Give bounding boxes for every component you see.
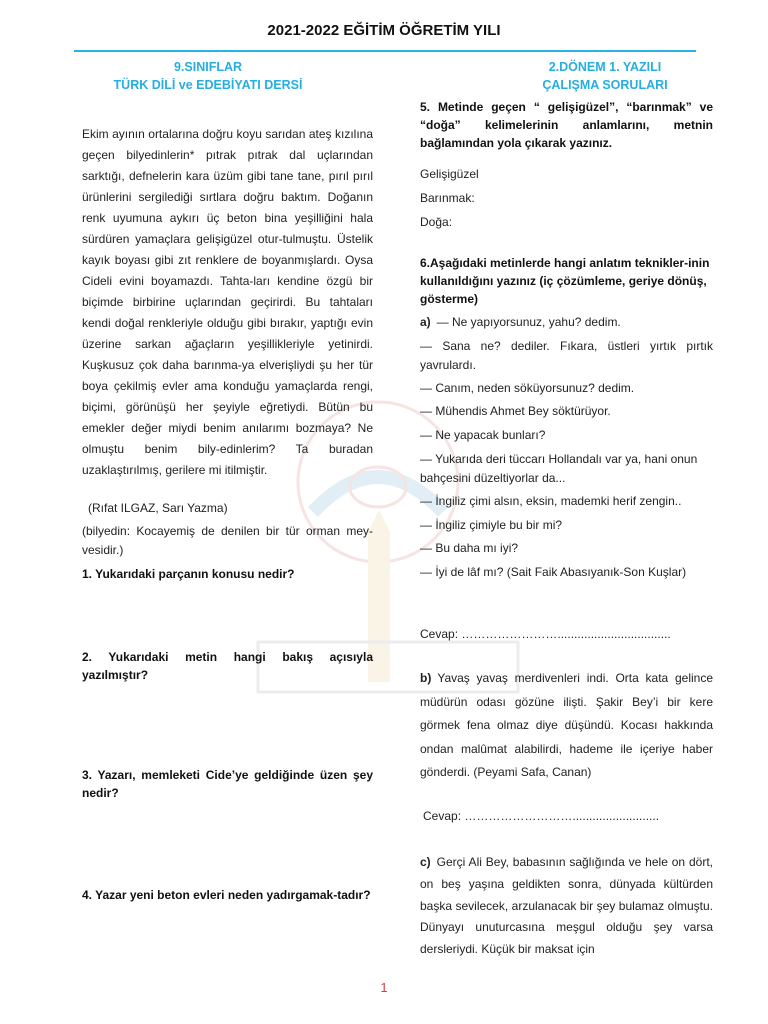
passage-footnote: (bilyedin: Kocayemiş de denilen bir tür orman mey-vesidir.) bbox=[82, 524, 373, 557]
course-label: TÜRK DİLİ ve EDEBİYATI DERSİ bbox=[113, 78, 303, 92]
question-6: 6.Aşağıdaki metinlerde hangi anlatım teknikler-inin kullanıldığını yazınız (iç çözümleme, geriye dönüş, gösterme) bbox=[420, 256, 710, 306]
reading-passage: Ekim ayının ortalarına doğru koyu sarıdan ateş kızılına geçen bilyedinlerin* pıtrak pıtrak dal uçlarından sarktığı, defnelerin kara üzüm gibi tane tane, pırıl pırıl ürünlerini sergilediği sırtlara doğru baktım. Doğanın renk uyumuna aykırı üç beton bina yeşilliğini hala sürdüren yamaçlara gelişigüzel otur-tulmuştu. Üstelik kayık boyası gibi zıt renklere de boyanmışlardı. Oysa Cideli evini boyamazdı. Tahta-ları kendine özgü bir biçimde birbirine uçlarından geçirirdi. Bu tahtaları kendi doğal renkleriyle olduğu gibi bırakır, yaptığı evin üzerine sarkan ağaçların yeşillikleriyle yetinirdi. Kuşkusuz çok daha barınma-ya elverişliydi şu her tür boya çekilmiş evler ama konduğu yamaçlarda rengi, biçimi, görünüşü her şeyiyle eğretiydi. Bütün bu emekler değer miydi benim anılarımı bozmaya? Ne olmuştu benim bily-edinlerim? Ta buradan uzaklaştırılmış, gerilere mi itilmiştir. bbox=[82, 127, 373, 477]
question-4: 4. Yazar yeni beton evleri neden yadırgamak-tadır? bbox=[82, 888, 371, 902]
left-header bbox=[74, 58, 342, 94]
right-header bbox=[470, 58, 740, 94]
page-number: 1 bbox=[380, 980, 388, 995]
dialogue-line: — Bu daha mı iyi? bbox=[420, 541, 519, 556]
question-1: 1. Yukarıdaki parçanın konusu nedir? bbox=[82, 567, 295, 581]
part-b-answer-line: Cevap: ……………………….......................... bbox=[423, 809, 660, 823]
field-gelisiguzel: Gelişigüzel bbox=[420, 167, 479, 181]
dialogue-line: — Sana ne? dediler. Fıkara, üstleri yırtık pırtık yavrulardı. bbox=[420, 338, 713, 372]
field-doga: Doğa: bbox=[420, 215, 453, 229]
dialogue-line: — Canım, neden söküyorsunuz? dedim. bbox=[420, 380, 635, 395]
question-5: 5. Metinde geçen “ gelişigüzel”, “barınmak” ve “doğa” kelimelerinin anlamlarını, metnin bağlamından yola çıkarak yazınız. bbox=[420, 100, 713, 150]
dialogue-line: — İyi de lâf mı? (Sait Faik Abasıyanık-Son Kuşlar) bbox=[420, 564, 687, 579]
part-a-dialogue bbox=[420, 311, 713, 585]
dialogue-line: — İngiliz çimiyle bu bir mi? bbox=[420, 517, 563, 532]
dialogue-line: a) — Ne yapıyorsunuz, yahu? dedim. bbox=[420, 315, 621, 329]
question-2: 2. Yukarıdaki metin hangi bakış açısıyla yazılmıştır? bbox=[82, 650, 373, 682]
title-divider bbox=[74, 50, 696, 52]
passage-source: (Rıfat ILGAZ, Sarı Yazma) bbox=[88, 501, 228, 515]
part-c-label: c) bbox=[420, 855, 431, 869]
document-title: 2021-2022 EĞİTİM ÖĞRETİM YILI bbox=[267, 22, 501, 39]
part-c-passage: c) Gerçi Ali Bey, babasının sağlığında ve hele on dört, on beş yaşına geldikten sonra, dünyada kültürden başka sevilecek, arzulanacak bir şey bulamaz olmuştu. Dünyayı unuturcasına meşgul olduğu şey varsa dersleriydi. Küçük bir maksat için bbox=[420, 855, 713, 957]
part-b-label: b) bbox=[420, 671, 432, 685]
dialogue-line: — Yukarıda deri tüccarı Hollandalı var ya, hani onun bahçesini düzeltiyorlar da... bbox=[420, 451, 698, 485]
question-3: 3. Yazarı, memleketi Cide’ye geldiğinde üzen şey nedir? bbox=[82, 768, 373, 800]
field-barinmak: Barınmak: bbox=[420, 191, 475, 205]
part-a-answer-line: Cevap: …………………….................................. bbox=[420, 627, 671, 641]
exam-label: 2.DÖNEM 1. YAZILI bbox=[548, 60, 662, 74]
part-b-passage: b) Yavaş yavaş merdivenleri indi. Orta kata gelince müdürün odası gözüne ilişti. Şakir Bey’i bir kere görmek fena olmaz diye düşündü. Kocası hakkında ondan malûmat alabilirdi, hademe ile içeriye haber gönderdi. (Peyami Safa, Canan) bbox=[420, 671, 713, 779]
q5-answer-fields bbox=[420, 162, 713, 234]
dialogue-line: — Ne yapacak bunları? bbox=[420, 428, 546, 443]
worksheet-label: ÇALIŞMA SORULARI bbox=[542, 78, 668, 92]
part-a-label: a) bbox=[420, 315, 431, 329]
dialogue-line: — Mühendis Ahmet Bey söktürüyor. bbox=[420, 404, 611, 419]
class-label: 9.SINIFLAR bbox=[173, 60, 243, 74]
dialogue-line: — İngiliz çimi alsın, eksin, mademki herif zengin.. bbox=[420, 493, 682, 508]
